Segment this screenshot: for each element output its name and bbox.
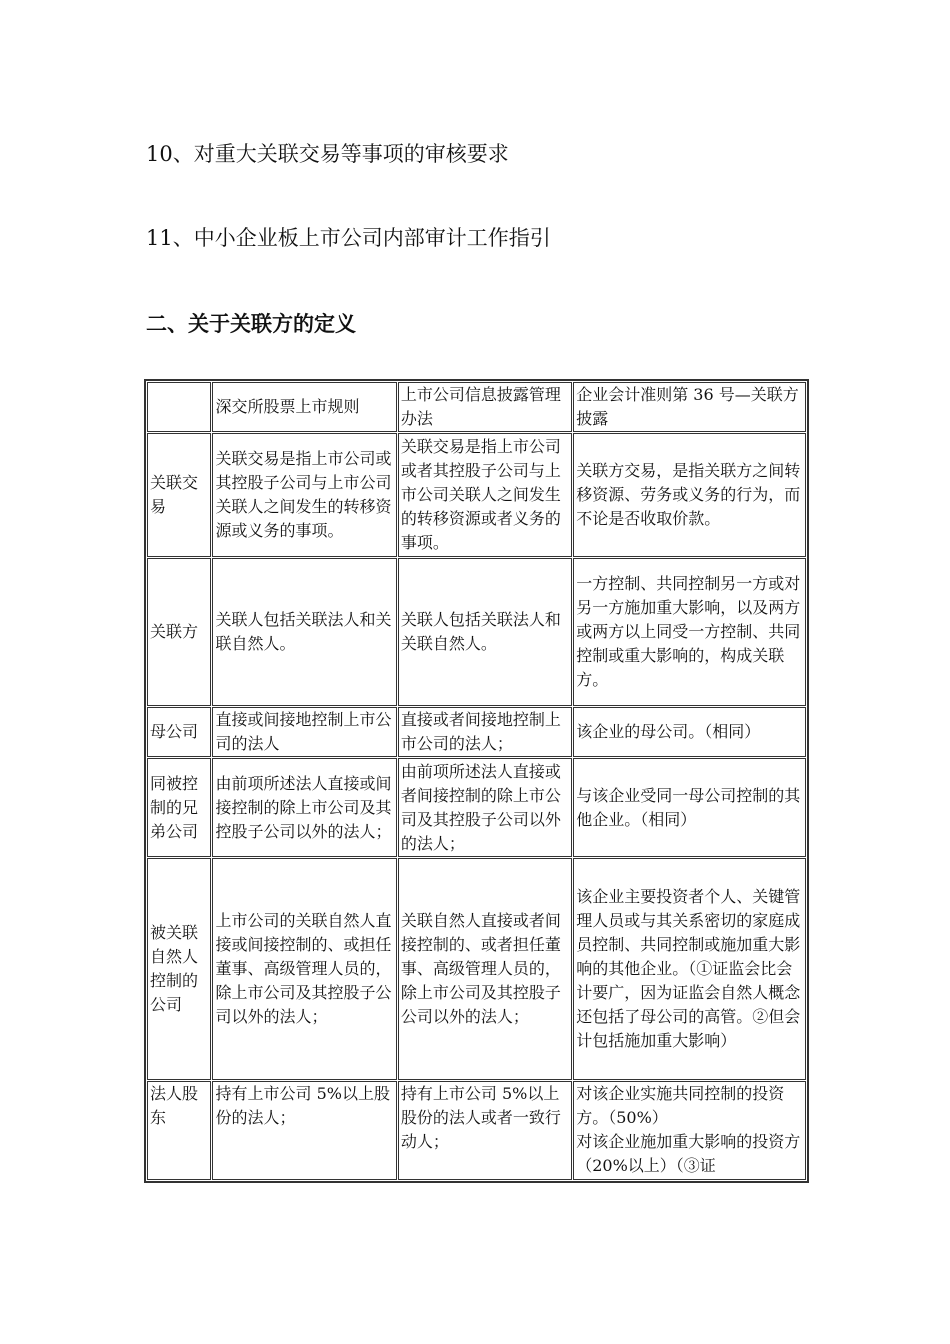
- cell-accounting: 该企业的母公司。（相同）: [573, 707, 806, 757]
- cell-szse: 持有上市公司 5%以上股份的法人；: [212, 1081, 396, 1180]
- row-label: 关联交易: [147, 433, 211, 557]
- cell-szse: 关联人包括关联法人和关联自然人。: [212, 558, 396, 706]
- row-label: 关联方: [147, 558, 211, 706]
- related-party-definition-table: [144, 379, 809, 1183]
- row-label: 同被控制的兄弟公司: [147, 758, 211, 857]
- cell-accounting-line-a: 对该企业实施共同控制的投资方。（50%）: [576, 1084, 785, 1127]
- table-row: [147, 433, 806, 557]
- cell-szse: 关联交易是指上市公司或其控股子公司与上市公司关联人之间发生的转移资源或义务的事项。: [212, 433, 396, 557]
- section-heading: 二、关于关联方的定义: [146, 312, 356, 336]
- cell-accounting: 一方控制、共同控制另一方或对另一方施加重大影响，以及两方或两方以上同受一方控制、共同控制或重大影响的，构成关联方。: [573, 558, 806, 706]
- cell-disclosure: 关联人包括关联法人和关联自然人。: [398, 558, 572, 706]
- cell-szse: 上市公司的关联自然人直接或间接控制的、或担任董事、高级管理人员的，除上市公司及其控股子公司以外的法人；: [212, 858, 396, 1080]
- cell-accounting: [573, 1081, 806, 1180]
- cell-szse: 由前项所述法人直接或间接控制的除上市公司及其控股子公司以外的法人；: [212, 758, 396, 857]
- header-cell-disclosure-measures: 上市公司信息披露管理办法: [398, 382, 572, 432]
- cell-accounting: 关联方交易，是指关联方之间转移资源、劳务或义务的行为，而不论是否收取价款。: [573, 433, 806, 557]
- table-row: [147, 758, 806, 857]
- table-row: [147, 858, 806, 1080]
- cell-szse: 直接或间接地控制上市公司的法人: [212, 707, 396, 757]
- cell-disclosure: 由前项所述法人直接或者间接控制的除上市公司及其控股子公司以外的法人；: [398, 758, 572, 857]
- header-cell-accounting-standard: 企业会计准则第 36 号—关联方披露: [573, 382, 806, 432]
- list-item-10: 10、对重大关联交易等事项的审核要求: [146, 142, 509, 166]
- header-cell-szse-rules: 深交所股票上市规则: [212, 382, 396, 432]
- cell-disclosure: 持有上市公司 5%以上股份的法人或者一致行动人；: [398, 1081, 572, 1180]
- row-label: 母公司: [147, 707, 211, 757]
- table-row: [147, 707, 806, 757]
- table-header-row: [147, 382, 806, 432]
- table-row: [147, 558, 806, 706]
- header-cell-empty: [147, 382, 211, 432]
- cell-accounting: 该企业主要投资者个人、关键管理人员或与其关系密切的家庭成员控制、共同控制或施加重大影响的其他企业。（①证监会比会计要广，因为证监会自然人概念还包括了母公司的高管。②但会计包括施加重大影响）: [573, 858, 806, 1080]
- cell-disclosure: 关联交易是指上市公司或者其控股子公司与上市公司关联人之间发生的转移资源或者义务的事项。: [398, 433, 572, 557]
- list-item-11: 11、中小企业板上市公司内部审计工作指引: [146, 226, 551, 250]
- row-label: 被关联自然人控制的公司: [147, 858, 211, 1080]
- cell-accounting-line-b: 对该企业施加重大影响的投资方（20%以上）（③证: [576, 1132, 801, 1175]
- row-label: 法人股东: [147, 1081, 211, 1180]
- cell-disclosure: 直接或者间接地控制上市公司的法人；: [398, 707, 572, 757]
- table-row: [147, 1081, 806, 1180]
- cell-accounting: 与该企业受同一母公司控制的其他企业。（相同）: [573, 758, 806, 857]
- cell-disclosure: 关联自然人直接或者间接控制的、或者担任董事、高级管理人员的，除上市公司及其控股子公司以外的法人；: [398, 858, 572, 1080]
